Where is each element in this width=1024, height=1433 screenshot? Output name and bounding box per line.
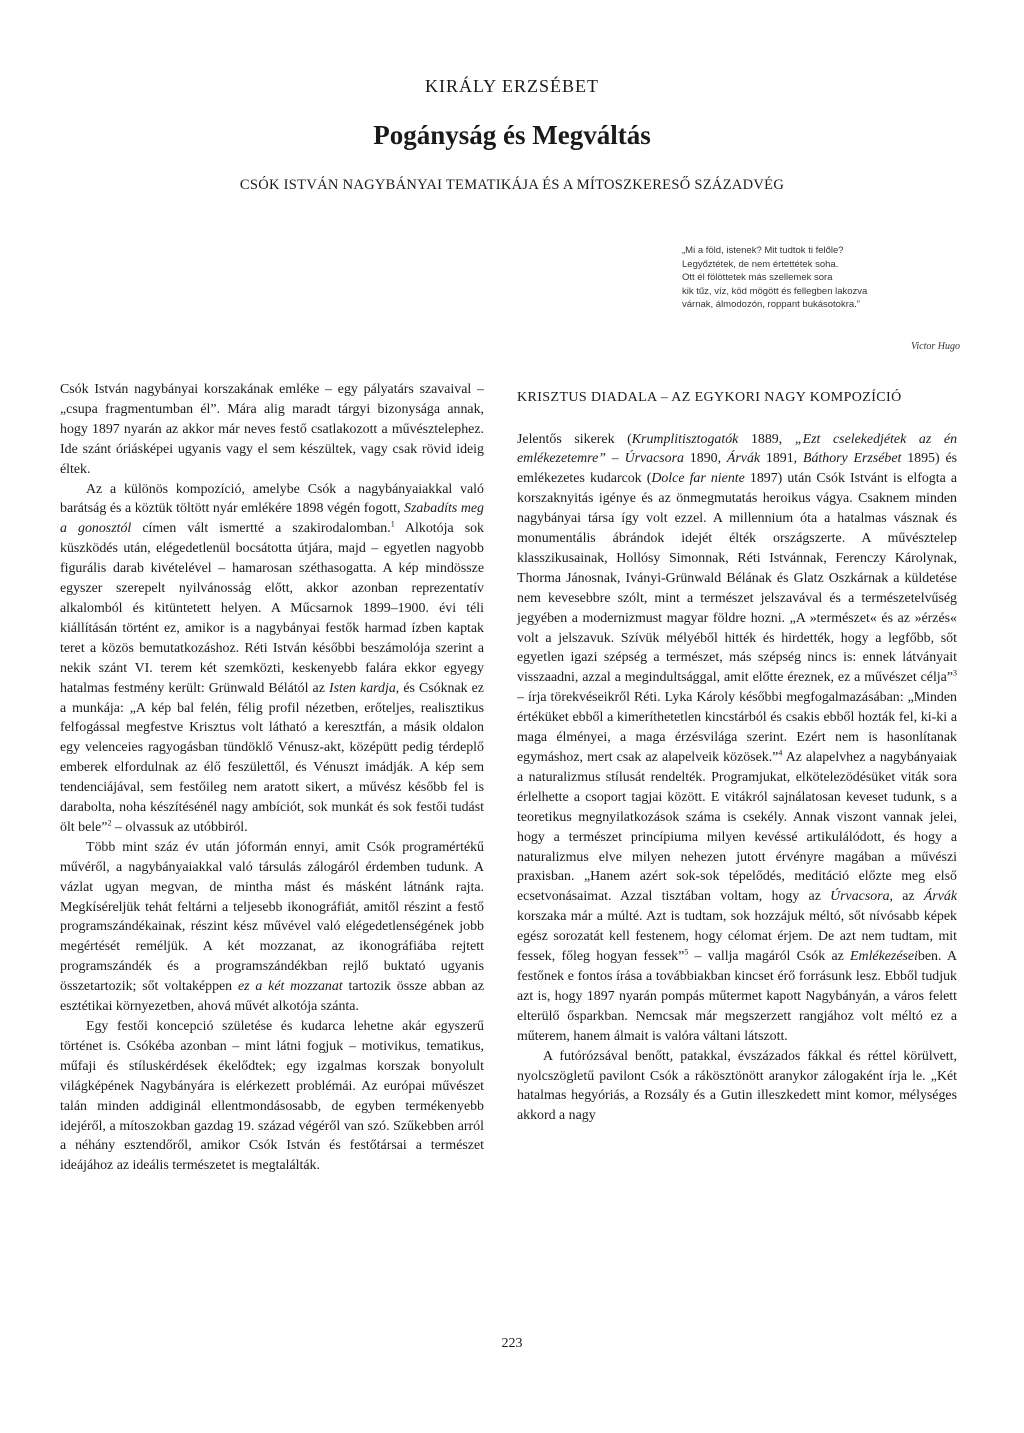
footnote-marker: 5 — [684, 947, 689, 957]
left-column — [60, 380, 484, 1176]
artwork-title: Dolce far niente — [651, 471, 745, 487]
right-column — [517, 380, 957, 1126]
epigraph-line: Ott él fölöttetek más szellemek sora — [682, 272, 833, 283]
artwork-title: Krumplitisztogatók — [631, 431, 739, 447]
artwork-title: Isten kardja — [328, 680, 396, 696]
body-paragraph: Több mint száz év után jóformán ennyi, amit Csók programértékű művéről, a nagybányaiakkal való társulás zálogáról érdemben tudunk. A vázlat ugyan megvan, de mintha mást és másként látnánk rajta. Megkíséreljük tehát feltárni a teljesebb ikonográfiát, amitől részint a festő programszándékainak, részint kész művével való elégedetlenségének jobb megértését reméljük. A két mozzanat, az ikonográfiába rejtett programszándék és a programszándékban rejlő buktató ugyanis összetartozik; sőt voltaképpen ez a két mozzanat tartozik össze abban az esztétikai környezetben, ahová művét alkotója szánta. — [60, 839, 484, 1015]
footnote-marker: 3 — [953, 668, 957, 678]
artwork-title: Szabadíts meg a gonosztól — [60, 501, 484, 537]
footnote-marker: 4 — [778, 748, 783, 758]
artwork-title: Báthory Erzsébet — [802, 451, 902, 467]
epigraph-author: Victor Hugo — [911, 341, 960, 352]
page-number: 223 — [501, 1336, 523, 1351]
section-heading: KRISZTUS DIADALA – AZ EGYKORI NAGY KOMPOZÍCIÓ — [517, 390, 902, 405]
body-paragraph: Jelentős sikerek (Krumplitisztogatók 1889, „Ezt cselekedjétek az én emlékezetemre” – Úrvacsora 1890, Árvák 1891, Báthory Erzsébet 1895) és emlékezetes kudarcok (Dolce far niente 1897) után Csók Istvánt is elfogta a korszaknyitás igénye és az önmegmutatás heroikus vágya. Csaknem minden nagybányai társa így volt ezzel. A millennium óta a hatalmas vásznak és monumentális ábrándok idejét élték országszerte. A művésztelep klasszikusainak, Hollósy Simonnak, Réti Istvánnak, Ferenczy Károlynak, Thorma Jánosnak, Iványi-Grünwald Bélának és Glatz Oszkárnak a küldetése nem kevesebbre szólt, mint a természet jelszavával és a természetelvűség jegyében a modernizmust magyar földre hozni. „A »természet« és az »érzés« volt a jelszavuk. Szívük mélyéből hitték és hirdették, hogy a legfőbb, sőt egyetlen igazi szépség a természet, más szépség nincs is: ennek látványait visszaadni, azzal a megindultsággal, amit előtte éreznek, ez a művészet célja”$^3$ – írja törekvéseikről Réti. Lyka Károly későbbi megfogalmazásában: „Minden értéküket ebből a kimeríthetetlen kincstárból és csakis ebből hozták fel, ki-ki a maga élményei, a maga érzésvilága szerint. Ezért nem is hasonlítanak egymáshoz, mert csak az alapelveik közösek.”$^4$ Az alapelvhez a nagybányaiak a naturalizmus stílusát rendelték. Programjukat, elkötelezödésüket viták sora érlelhette a csoport tagjai között. E vitákról sajnálatosan keveset tudunk, s a teoretikus megnyilatkozások száma is csekély. Annak viszont vannak jelei, hogy a természet princípiuma milyen kevéssé artikulálódott, és hogy a naturalizmus elve milyen nehezen jutott érvényre magában a művészi praxisban. „Hanem azért sok-sok tépelődés, meditáció előzte meg első ecsetvonásaimat. Azzal tisztában voltam, hogy az Úrvacsora, az Árvák korszaka már a múlté. Azt is tudtam, sok hozzájuk méltó, sőt nívósabb képek egész sorozatát kell festenem, hogy célomat érjem. De azt nem tudtam, mit fessek, főleg hogyan fessek”$^5$ – vallja magáról Csók az Emlékezéseiben. A festőnek e fontos írása a továbbiakban kincset érő forrásunk lesz. Ebből tudjuk azt is, hogy 1897 nyarán pompás műtermet kapott Nagybányán, a város felett elterülő ősparkban. Nemcsak már megszerzett rangjához volt méltó ez a műterem, hanem álmait is valóra váltani látszott. — [517, 431, 958, 1044]
artwork-title: Árvák — [726, 451, 761, 467]
body-paragraph: Egy festői koncepció születése és kudarca lehetne akár egyszerű történet is. Csókéba azonban – mint látni fogjuk – motivikus, tematikus, műfaji és stíluskérdések ékelődtek; egy izgalmas korszak bonyolult világképének Nagybányára is elérkezett problémái. Az európai művészet talán minden addiginál ellentmondásosabb, de egyben termékenyebb idejéről, a mítoszokban gazdag 19. század végéről van szó. Szűkebben arról a néhány esztendőről, amikor Csók István és festőtársai a természet ideájához az ideális természetet is megtalálták. — [60, 1019, 484, 1174]
epigraph-line: „Mi a föld, istenek? Mit tudtok ti felőle? — [682, 245, 844, 256]
artwork-title: „Ezt cselekedjétek az én emlékezetemre” — [517, 431, 958, 467]
body-paragraph: A futórózsával benőtt, patakkal, évszázados fákkal és réttel körülvett, nyolcszögletű pavilont Csók a rákösztönött aranykor zálogaként írja le. „Két hatalmas hegyóriás, a Rozsály és a Gutin illeszkedett mint komor, mélységes akkord a nagy — [517, 1048, 957, 1124]
footnote-marker: 2 — [107, 818, 112, 828]
emphasis-text: ez a két mozzanat — [237, 979, 343, 995]
epigraph-line: kik tűz, víz, köd mögött és fellegben lakozva — [682, 285, 868, 297]
body-paragraph: Csók István nagybányai korszakának emléke – egy pályatárs szavaival – „csupa fragmentumban él”. Mára alig maradt tárgyi bizonysága annak, hogy 1897 nyarán az akkor már neves festő csatlakozott a művésztelephez. Ide szánt óriásképei ugyanis vagy el sem készültek, vagy csak rövid ideig éltek. — [60, 382, 484, 477]
article-title: Pogányság és Megváltás — [373, 120, 651, 150]
book-title: Emlékezései — [850, 949, 918, 965]
epigraph-line: Legyőztétek, de nem értettétek soha. — [682, 258, 839, 270]
body-paragraph: Az a különös kompozíció, amelybe Csók a nagybányaiakkal való barátság és a köztük töltött nyár emlékére 1898 végén fogott, Szabadíts meg a gonosztól címen vált ismertté a szakirodalomban.$^1$ Alkotója sok küszködés után, elégedetlenül bocsátotta útjára, majd – egyetlen nagyobb figurális darab kivételével – hamarosan széthasogatta. A kép mindössze egyszer szerepelt nyilvánosság előtt, akkor azonban reprezentatív alkalomból és kitüntetett helyen. A Műcsarnok 1899–1900. évi téli kiállításán történt ez, amikor is a nagybányai festők harmad ízben kaptak teret a közös bemutatkozáshoz. Réti István későbbi beszámolója szerint a nekik szánt VI. terem két szemközti, keskenyebb falára ekkor egyegy hatalmas festmény került: Grünwald Bélától az Isten kardja, és Csóknak ez a munkája: „A kép bal felén, félig profil nézetben, erőteljes, realisztikus felfogással megfestve Krisztus volt látható a keresztfán, a másik oldalon egy velenceies ragyogásban tündöklő Vénusz-akt, középütt pedig térdeplő emberek elfordulnak az élő feszülettől, és Vénuszt imádják. A kép sem tendenciájával, sem festőileg nem aratott sikert, a művész később fel is darabolta, noha készítésénél nagy ambíciót, sok munkát és sok festői tudást ölt bele”$^2$ – olvassuk az utóbbiról. — [60, 481, 484, 835]
epigraph — [682, 244, 982, 312]
author-name: KIRÁLY ERZSÉBET — [424, 76, 600, 96]
artwork-title: Úrvacsora — [624, 451, 684, 467]
artwork-title: Úrvacsora — [830, 889, 890, 905]
footnote-marker: 1 — [390, 519, 395, 529]
artwork-title: Árvák — [923, 889, 958, 905]
epigraph-line: várnak, álmodozón, roppant bukásotokra.” — [682, 299, 860, 310]
article-subtitle: CSÓK ISTVÁN NAGYBÁNYAI TEMATIKÁJA ÉS A MÍTOSZKERESŐ SZÁZADVÉG — [239, 177, 785, 193]
